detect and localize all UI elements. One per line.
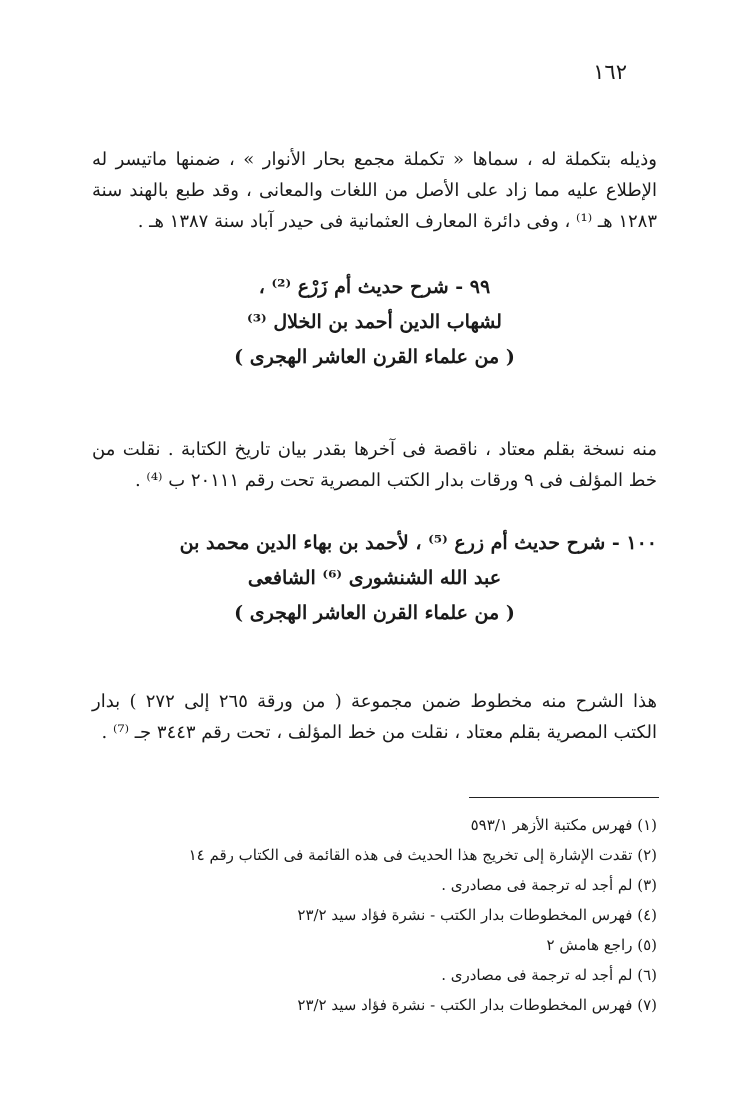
page-number: ١٦٢ (593, 60, 627, 84)
entry-100-heading (92, 526, 657, 631)
footnote-item: (١) فهرس مكتبة الأزهر ٥٩٣/١ (470, 816, 657, 834)
footnote-item: (٣) لم أجد له ترجمة فى مصادرى . (441, 876, 657, 894)
entry-99-title: ٩٩ - شرح حديث أم زَرْع ⁽²⁾ ، (258, 276, 491, 298)
entry-99-author: لشهاب الدين أحمد بن الخلال ⁽³⁾ (247, 311, 502, 333)
footnote-item: (٧) فهرس المخطوطات بدار الكتب - نشرة فؤاد سيد ٢٣/٢ (297, 996, 657, 1014)
paragraph-entry-98-continuation: وذيله بتكملة له ، سماها « تكملة مجمع بحار الأنوار » ، ضمنها ماتيسر له الإطلاع عليه مما زاد على الأصل من اللغات والمعانى ، وقد طبع بالهند سنة ١٢٨٣ هـ ⁽¹⁾ ، وفى دائرة المعارف العثمانية فى حيدر آباد سنة ١٣٨٧ هـ . (92, 149, 657, 232)
entry-100-title: ١٠٠ - شرح حديث أم زرع ⁽⁵⁾ ، لأحمد بن بهاء الدين محمد بن (179, 532, 657, 554)
footnote-item: (٥) راجع هامش ٢ (546, 936, 657, 954)
entry-99-century: ( من علماء القرن العاشر الهجرى ) (234, 346, 515, 368)
paragraph-entry-99: منه نسخة بقلم معتاد ، ناقصة فى آخرها بقدر بيان تاريخ الكتابة . نقلت من خط المؤلف فى ٩ ورقات بدار الكتب المصرية تحت رقم ٢٠١١١ ب ⁽⁴⁾ . (92, 439, 657, 491)
footnote-separator (469, 797, 659, 798)
entry-100-century: ( من علماء القرن العاشر الهجرى ) (234, 602, 515, 624)
footnote-item: (٤) فهرس المخطوطات بدار الكتب - نشرة فؤاد سيد ٢٣/٢ (297, 906, 657, 924)
entry-100-author: عبد الله الشنشورى ⁽⁶⁾ الشافعى (247, 567, 502, 589)
paragraph-entry-100: هذا الشرح منه مخطوط ضمن مجموعة ( من ورقة ٢٦٥ إلى ٢٧٢ ) بدار الكتب المصرية بقلم معتاد ، نقلت من خط المؤلف ، تحت رقم ٣٤٤٣ جـ ⁽⁷⁾ . (92, 691, 657, 743)
entry-99-heading (92, 270, 657, 375)
footnote-item: (٦) لم أجد له ترجمة فى مصادرى . (441, 966, 657, 984)
footnotes-list (92, 810, 657, 1020)
footnote-item: (٢) تقدت الإشارة إلى تخريج هذا الحديث فى هذه القائمة فى الكتاب رقم ١٤ (188, 846, 657, 864)
